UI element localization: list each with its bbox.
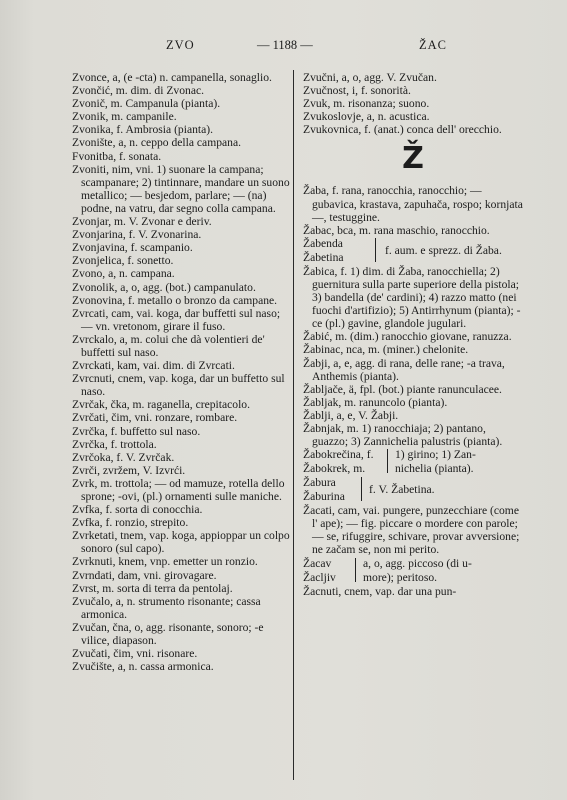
dictionary-entry: Zvfka, f. ronzio, strepito.: [72, 516, 189, 530]
dictionary-entry: Zvrči, zvržem, V. Izvrći.: [72, 463, 186, 477]
dictionary-entry: Zvrcnuti, cnem, vap. koga, dar un buffetto sul naso.: [72, 372, 285, 399]
dictionary-entry: Žabinac, nca, m. (miner.) chelonite.: [303, 343, 469, 357]
headword: Žabetina: [303, 250, 344, 264]
headword: Žabenda: [303, 236, 343, 250]
dictionary-entry: Zvrčoka, f. V. Zvrčak.: [72, 450, 175, 464]
dictionary-entry: Žabji, a, e, agg. di rana, delle rane; -a trava, Anthemis (pianta).: [303, 356, 505, 383]
brace: [361, 477, 367, 501]
dictionary-entry: Zvonce, a, (e -cta) n. campanella, sonaglio.: [72, 71, 272, 84]
dictionary-entry: Zvrckati, kam, vai. dim. di Zvrcati.: [72, 359, 235, 373]
definition: more); peritoso.: [363, 570, 438, 584]
dictionary-entry: Zvučište, a, n. cassa armonica.: [72, 660, 214, 674]
dictionary-entry: Zvonjelica, f. sonetto.: [72, 254, 174, 268]
dictionary-entry: Zvučnost, i, f. sonorità.: [303, 84, 411, 98]
dictionary-entry: Žabić, m. (dim.) ranocchio giovane, ranuzza.: [303, 330, 512, 344]
dictionary-entry: Žacnuti, cnem, vap. dar una pun-: [303, 584, 457, 598]
dictionary-entry: Žacati, cam, vai. pungere, punzecchiare (come l' ape); — fig. piccare o mordere con parole; — se, rifuggire, schivare, provar avversione; ne začam se, non mi perito.: [303, 504, 520, 557]
dictionary-entry: Zvfka, f. sorta di conocchia.: [72, 503, 203, 517]
dictionary-entry: Zvrčka, f. buffetto sul naso.: [72, 424, 201, 438]
dictionary-entry: Zvukoslovje, a, n. acustica.: [303, 110, 430, 124]
dictionary-entry: Zvonište, a, n. ceppo della campana.: [72, 136, 242, 150]
dictionary-entry: Žabljače, ä, fpl. (bot.) piante ranunculacee.: [303, 382, 502, 396]
dictionary-entry: Zvonovina, f. metallo o bronzo da campane.: [72, 293, 278, 307]
section-letter: Ž: [402, 141, 424, 177]
brace-entry-zabenda: [303, 237, 523, 265]
left-column: [72, 71, 292, 673]
dictionary-entry: Zvučni, a, o, agg. V. Zvučan.: [303, 71, 437, 84]
dictionary-entry: Zvrst, m. sorta di terra da pentolaj.: [72, 581, 233, 595]
dictionary-entry: Žabac, bca, m. rana maschio, ranocchio.: [303, 223, 490, 237]
right-column-entries-d: [303, 585, 523, 598]
definition: f. aum. e sprezz. di Žaba.: [385, 243, 502, 257]
headword: Žacljiv: [303, 570, 336, 584]
dictionary-entry: Zvučalo, a, n. strumento risonante; cassa armonica.: [72, 594, 261, 621]
dictionary-entry: Zvučan, čna, o, agg. risonante, sonoro; -e vilice, diapason.: [72, 620, 264, 648]
dictionary-entry: Zvonolik, a, o, agg. (bot.) campanulato.: [72, 280, 256, 294]
dictionary-entry: Fvonitba, f. sonata.: [72, 149, 162, 163]
dictionary-entry: Žaba, f. rana, ranocchia, ranocchio; — gubavica, krastava, zapuhača, rospo; kornjata —, testuggine.: [303, 184, 523, 224]
brace: [355, 558, 361, 582]
dictionary-entry: Zvonjarina, f. V. Zvonarina.: [72, 228, 202, 242]
brace: [387, 449, 393, 473]
dictionary-entry: Zvrk, m. trottola; — od mamuze, rotella dello sprone; -ovi, (pl.) ornamenti sulle maniche.: [72, 476, 285, 503]
dictionary-entry: Zvrčka, f. trottola.: [72, 437, 157, 451]
definition: f. V. Žabetina.: [369, 483, 435, 497]
right-column-entries-b: [303, 265, 523, 448]
brace-entry-zacav: [303, 557, 523, 585]
dictionary-entry: Žabljak, m. ranuncolo (pianta).: [303, 395, 448, 409]
headword: Žaburina: [303, 490, 345, 504]
headword: Žacav: [303, 556, 332, 570]
definition: nichelia (pianta).: [395, 462, 474, 476]
dictionary-entry: Žabnjak, m. 1) ranocchiaja; 2) pantano, guazzo; 3) Zannichelia palustris (pianta).: [303, 421, 503, 449]
right-column-entries-a: [303, 184, 523, 236]
definition: a, o, agg. piccoso (di u-: [363, 556, 472, 570]
dictionary-entry: Zvrckalo, a, m. colui che dà volentieri de' buffetti sul naso.: [72, 332, 265, 359]
brace-entry-zabura: [303, 476, 523, 504]
headword: Žabura: [303, 476, 336, 490]
dictionary-entry: Zvrcati, cam, vai. koga, dar buffetti sul naso; — vn. vretonom, girare il fuso.: [72, 306, 281, 333]
dictionary-entry: Zvučati, čim, vni. risonare.: [72, 647, 198, 661]
dictionary-entry: Zvrčak, čka, m. raganella, crepitacolo.: [72, 398, 250, 412]
header-right-guide-word: ŽAC: [419, 38, 447, 52]
dictionary-entry: Zvrknuti, knem, vnp. emetter un ronzio.: [72, 555, 258, 569]
dictionary-entry: Zvonjar, m. V. Zvonar e deriv.: [72, 215, 212, 229]
page-number: — 1188 —: [257, 38, 313, 52]
headword: Žabokrek, m.: [303, 462, 366, 476]
dictionary-entry: Zvončić, m. dim. di Zvonac.: [72, 84, 205, 98]
header-left-guide-word: ZVO: [166, 38, 195, 52]
dictionary-entry: Zvonik, m. campanile.: [72, 110, 177, 124]
dictionary-entry: Zvono, a, n. campana.: [72, 267, 175, 281]
definition: 1) girino; 1) Zan-: [395, 448, 476, 462]
right-column-entries-c: [303, 504, 523, 556]
dictionary-entry: Zvrndati, dam, vni. girovagare.: [72, 568, 217, 582]
right-column-top-entries: [303, 71, 523, 136]
brace-entry-zabokrecina: [303, 448, 523, 476]
dictionary-entry: Zvrketati, tnem, vap. koga, appioppar un colpo sonoro (sul capo).: [72, 529, 290, 556]
right-column: [303, 71, 523, 598]
dictionary-entry: Zvonič, m. Campanula (pianta).: [72, 97, 221, 111]
dictionary-entry: Zvonjavina, f. scampanio.: [72, 241, 193, 255]
headword: Žabokrečina, f.: [303, 448, 374, 462]
dictionary-entry: Zvuk, m. risonanza; suono.: [303, 97, 430, 111]
dictionary-entry: Zvoniti, nim, vni. 1) suonare la campana; scampanare; 2) tintinnare, mandare un suono metallico; — besjedom, parlare; — (na) podne, na vatru, dar segno colla campana.: [72, 162, 290, 215]
dictionary-entry: Zvrčati, čim, vni. ronzare, rombare.: [72, 411, 238, 425]
running-header: [0, 38, 567, 54]
dictionary-entry: Zvonika, f. Ambrosia (pianta).: [72, 123, 214, 137]
dictionary-entry: Zvukovnica, f. (anat.) conca dell' orecchio.: [303, 123, 502, 137]
brace: [375, 238, 381, 262]
dictionary-entry: Žabica, f. 1) dim. di Žaba, ranocchiella; 2) guernitura sulla parte superiore della pistola; 3) bandella (de' cardini); 4) razzo matto (nei fuochi d'artifizio); 5) Antirrhynum (pianta); -ce (pl.) gavine, glandole jugulari.: [303, 264, 521, 331]
dictionary-entry: Žablji, a, e, V. Žabji.: [303, 408, 399, 422]
column-divider: [293, 70, 294, 780]
